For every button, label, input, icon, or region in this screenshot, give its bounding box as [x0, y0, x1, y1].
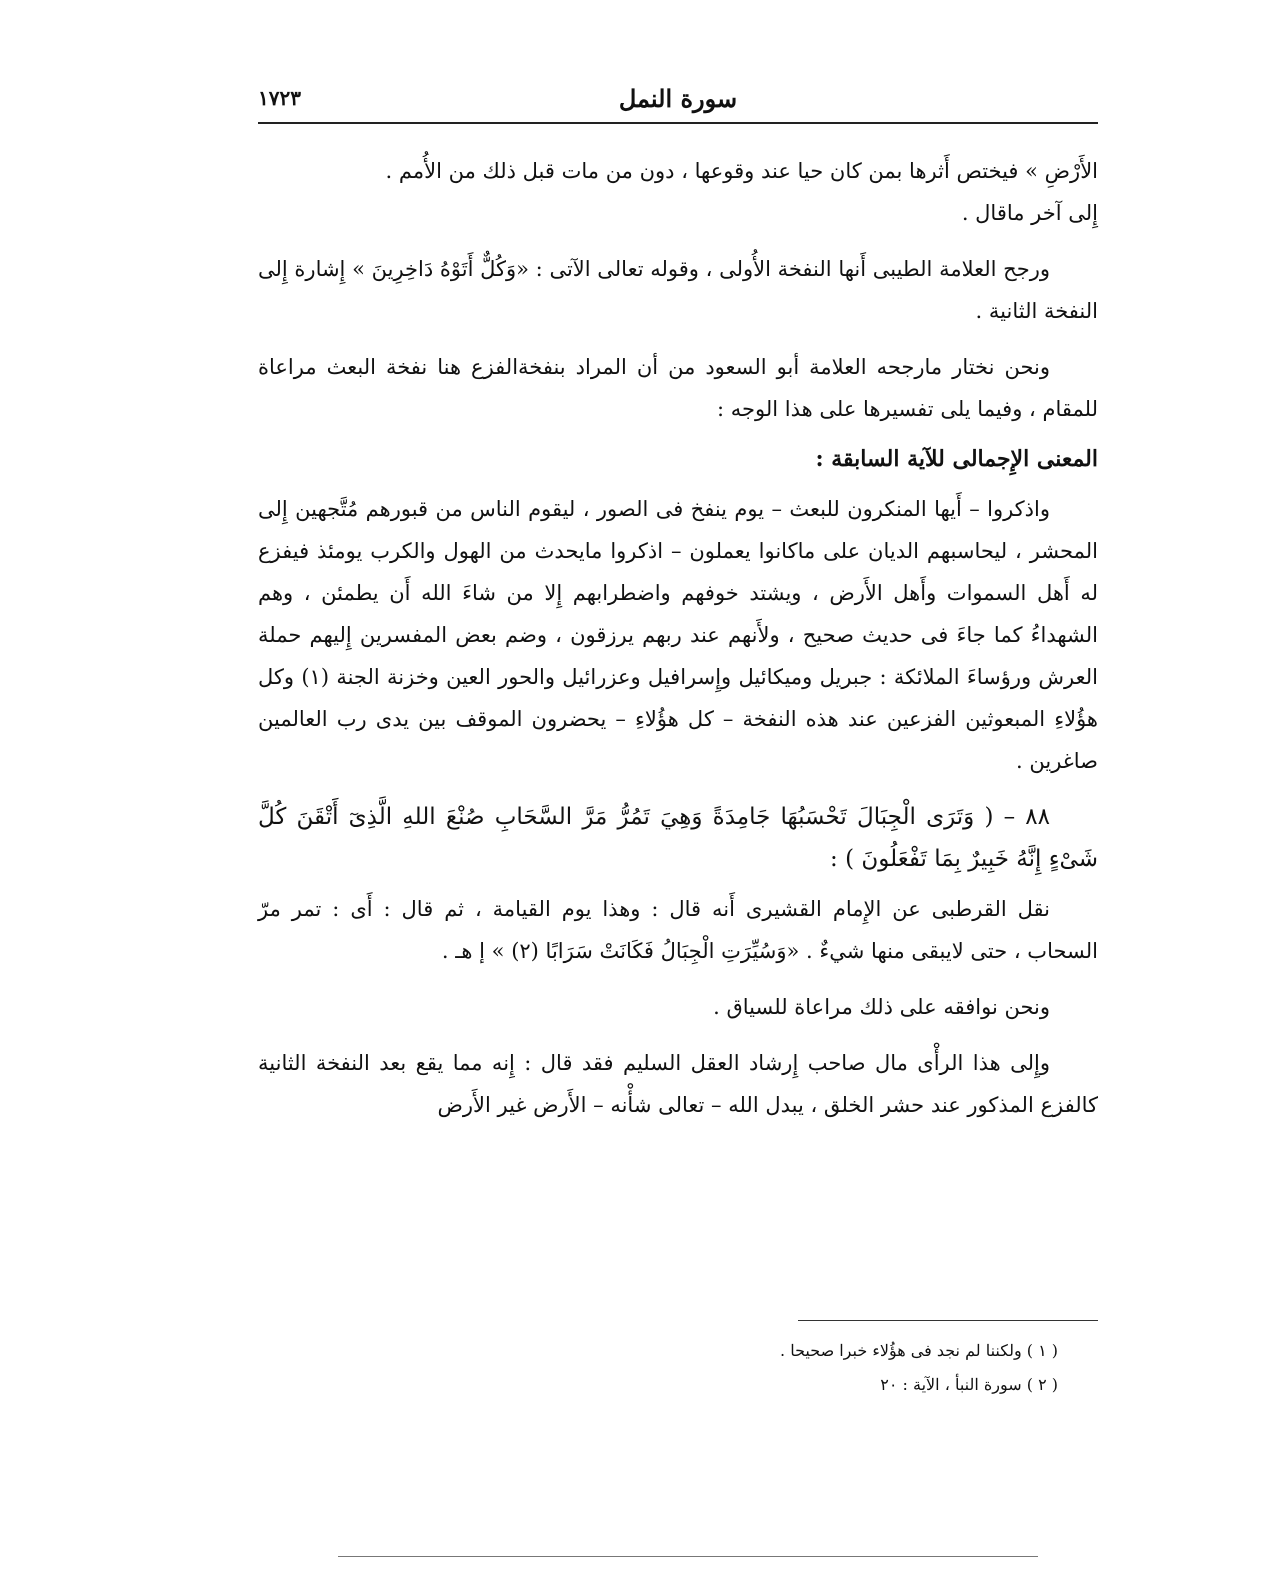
- paragraph: ونحن نختار مارجحه العلامة أبو السعود من أن المراد بنفخةالفزع هنا نفخة البعث مراعاة للمقام ، وفيما يلى تفسيرها على هذا الوجه :: [258, 355, 1098, 421]
- page-number: ١٧٢٣: [258, 86, 301, 110]
- section-heading: المعنى الإِجمالى للآية السابقة :: [815, 446, 1098, 472]
- paragraph: واذكروا – أَيها المنكرون للبعث – يوم ينفخ فى الصور ، ليقوم الناس من قبورهم مُتَّجهين إِلى المحشر ، ليحاسبهم الديان على ماكانوا يعملون – اذكروا مايحدث من الهول والكرب يومئذ فيفزع له أَهل السموات وأَهل الأَرض ، ويشتد خوفهم واضطرابهم إِلا من شاءَ الله أَن يطمئن ، وهم الشهداءُ كما جاءَ فى حديث صحيح ، ولأَنهم عند ربهم يرزقون ، وضم بعض المفسرين إِليهم حملة العرش ورؤساءَ الملائكة : جبريل وميكائيل وإِسرافيل وعزرائيل والحور العين وخزنة الجنة (١) وكل هؤُلاءِ المبعوثين الفزعين عند هذه النفخة – كل هؤُلاءِ – يحضرون الموقف بين يدى رب العالمين صاغرين .: [258, 497, 1098, 773]
- bottom-divider: [338, 1556, 1038, 1557]
- paragraph: نقل القرطبى عن الإِمام القشيرى أَنه قال : وهذا يوم القيامة ، ثم قال : أَى : تمر مرّ السحاب ، حتى لايبقى منها شيءٌ . «وَسُيِّرَتِ الْجِبَالُ فَكَانَتْ سَرَابًا (٢) » إ هـ .: [258, 897, 1098, 963]
- paragraph: ورجح العلامة الطيبى أَنها النفخة الأُولى ، وقوله تعالى الآتى : «وَكُلٌّ أَتَوْهُ دَاخِرِينَ » إِشارة إِلى النفخة الثانية .: [258, 257, 1098, 323]
- book-page: [258, 78, 1098, 1498]
- paragraph: وإِلى هذا الرأْى مال صاحب إِرشاد العقل السليم فقد قال : إِنه مما يقع بعد النفخة الثانية كالفزع المذكور عند حشر الخلق ، يبدل الله – تعالى شأْنه – الأَرض غير الأَرض: [258, 1051, 1098, 1117]
- verse-paragraph: ٨٨ – ( وَتَرَى الْجِبَالَ تَحْسَبُهَا جَامِدَةً وَهِيَ تَمُرُّ مَرَّ السَّحَابِ صُنْعَ اللهِ الَّذِىٓ أَتْقَنَ كُلَّ شَىْءٍ إِنَّهُ خَبِيرٌ بِمَا تَفْعَلُونَ ) :: [258, 804, 1098, 872]
- page-header: [258, 78, 1098, 114]
- footnotes: [258, 1334, 1098, 1402]
- page-body: [258, 150, 1098, 1126]
- header-divider: [258, 122, 1098, 124]
- footnote-divider: [798, 1320, 1098, 1321]
- footnote: ( ١ ) ولكننا لم نجد فى هؤُلاء خبرا صحيحا .: [780, 1341, 1058, 1360]
- surah-title: سورة النمل: [618, 84, 738, 113]
- paragraph: الأَرْضِ » فيختص أَثرها بمن كان حيا عند وقوعها ، دون من مات قبل ذلك من الأُمم .: [385, 159, 1098, 183]
- paragraph: إِلى آخر ماقال .: [961, 201, 1098, 225]
- footnote: ( ٢ ) سورة النبأ ، الآية : ٢٠: [880, 1375, 1058, 1394]
- paragraph: ونحن نوافقه على ذلك مراعاة للسياق .: [713, 995, 1050, 1019]
